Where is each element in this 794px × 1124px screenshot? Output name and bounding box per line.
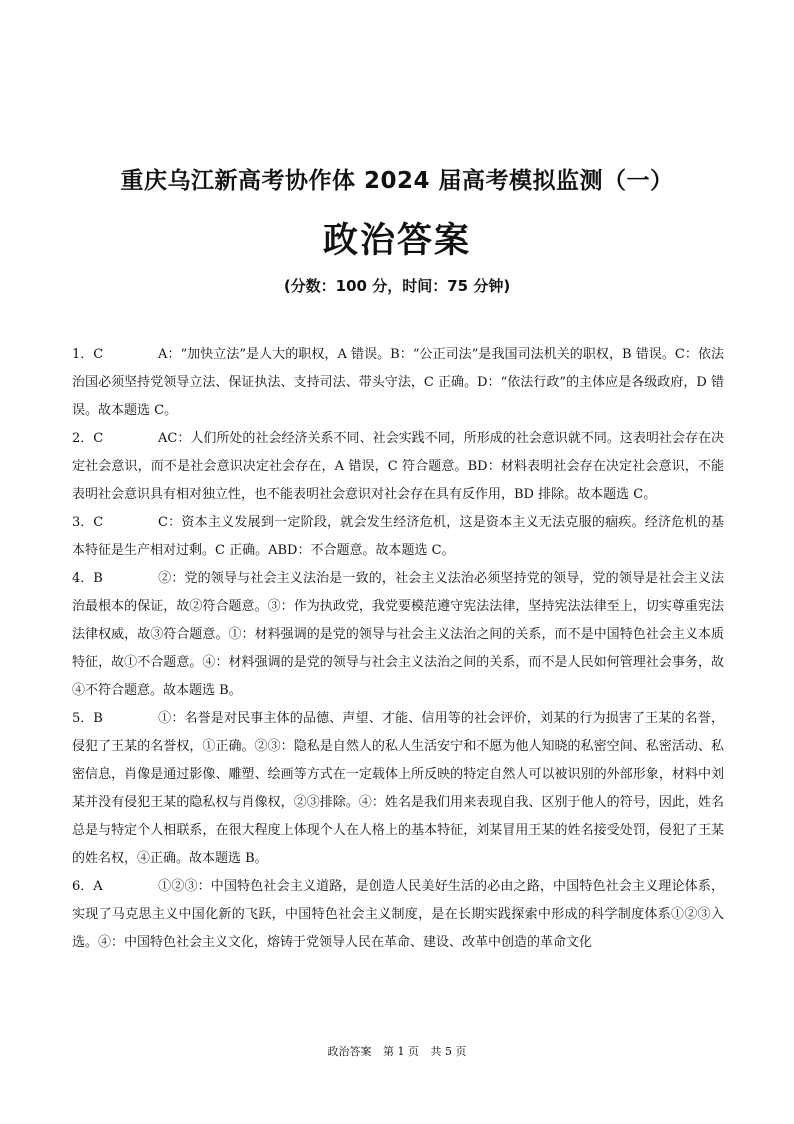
footer-subject: 政治答案 [327,1045,372,1058]
answer-label: 2．C [72,431,104,446]
answer-label: 3．C [72,515,104,530]
page-footer [0,1043,794,1059]
footer-page-number: 第 1 页 [383,1045,419,1058]
answer-item [72,509,724,565]
answer-item [72,425,724,509]
answer-text: AC：人们所处的社会经济关系不同、社会实践不同，所形成的社会意识就不同。这表明社会存在决定社会意识，而不是社会意识决定社会存在，A 错误，C 符合题意。BD：材料表明社会存在决定社会意识，不能表明社会意识具有相对独立性，也不能表明社会意识对社会存在具有反作用，BD 排除。故本题选 C。 [72,431,724,502]
answer-list [72,341,724,957]
answer-label: 5．B [72,711,103,726]
answer-text: ①：名誉是对民事主体的品德、声望、才能、信用等的社会评价，刘某的行为损害了王某的名誉，侵犯了王某的名誉权，①正确。②③：隐私是自然人的私人生活安宁和不愿为他人知晓的私密空间、私密活动、私密信息，肖像是通过影像、雕塑、绘画等方式在一定载体上所反映的特定自然人可以被识别的外部形象，材料中刘某并没有侵犯王某的隐私权与肖像权，②③排除。④：姓名是我们用来表现自我、区别于他人的符号，因此，姓名总是与特定个人相联系，在很大程度上体现个人在人格上的基本特征，刘某冒用王某的姓名接受处罚，侵犯了王某的姓名权，④正确。故本题选 B。 [72,711,724,866]
answer-item [72,705,724,873]
answer-item [72,341,724,425]
exam-info: (分数：100 分，时间：75 分钟) [283,277,511,295]
answer-label: 1．C [72,347,104,362]
answer-label: 4．B [72,571,103,586]
answer-text: A：“加快立法”是人大的职权，A 错误。B：“公正司法”是我国司法机关的职权，B 错误。C：依法治国必须坚持党领导立法、保证执法、支持司法、带头守法，C 正确。D：“依法行政”的主体应是各级政府，D 错误。故本题选 C。 [72,347,724,418]
answer-text: C：资本主义发展到一定阶段，就会发生经济危机，这是资本主义无法克服的痼疾。经济危机的基本特征是生产相对过剩。C 正确。ABD：不合题意。故本题选 C。 [72,515,724,558]
footer-total-pages: 共 5 页 [430,1045,467,1058]
answer-text: ②：党的领导与社会主义法治是一致的，社会主义法治必须坚持党的领导，党的领导是社会主义法治最根本的保证，故②符合题意。③：作为执政党，我党要模范遵守宪法法律，坚持宪法法律至上，切实尊重宪法法律权威，故③符合题意。①：材料强调的是党的领导与社会主义法治之间的关系，而不是中国特色社会主义本质特征，故①不合题意。④：材料强调的是党的领导与社会主义法治之间的关系，而不是人民如何管理社会事务，故④不符合题意。故本题选 B。 [72,571,724,698]
document-title: 重庆乌江新高考协作体 2024 届高考模拟监测（一） [120,168,674,194]
subject-title: 政治答案 [322,221,471,261]
answer-label: 6．A [72,879,103,894]
answer-text: ①②③：中国特色社会主义道路，是创造人民美好生活的必由之路，中国特色社会主义理论体系，实现了马克思主义中国化新的飞跃，中国特色社会主义制度，是在长期实践探索中形成的科学制度体系①②③入选。④：中国特色社会主义文化，熔铸于党领导人民在革命、建设、改革中创造的革命文化 [72,879,724,950]
answer-item [72,565,724,705]
answer-item [72,873,724,957]
